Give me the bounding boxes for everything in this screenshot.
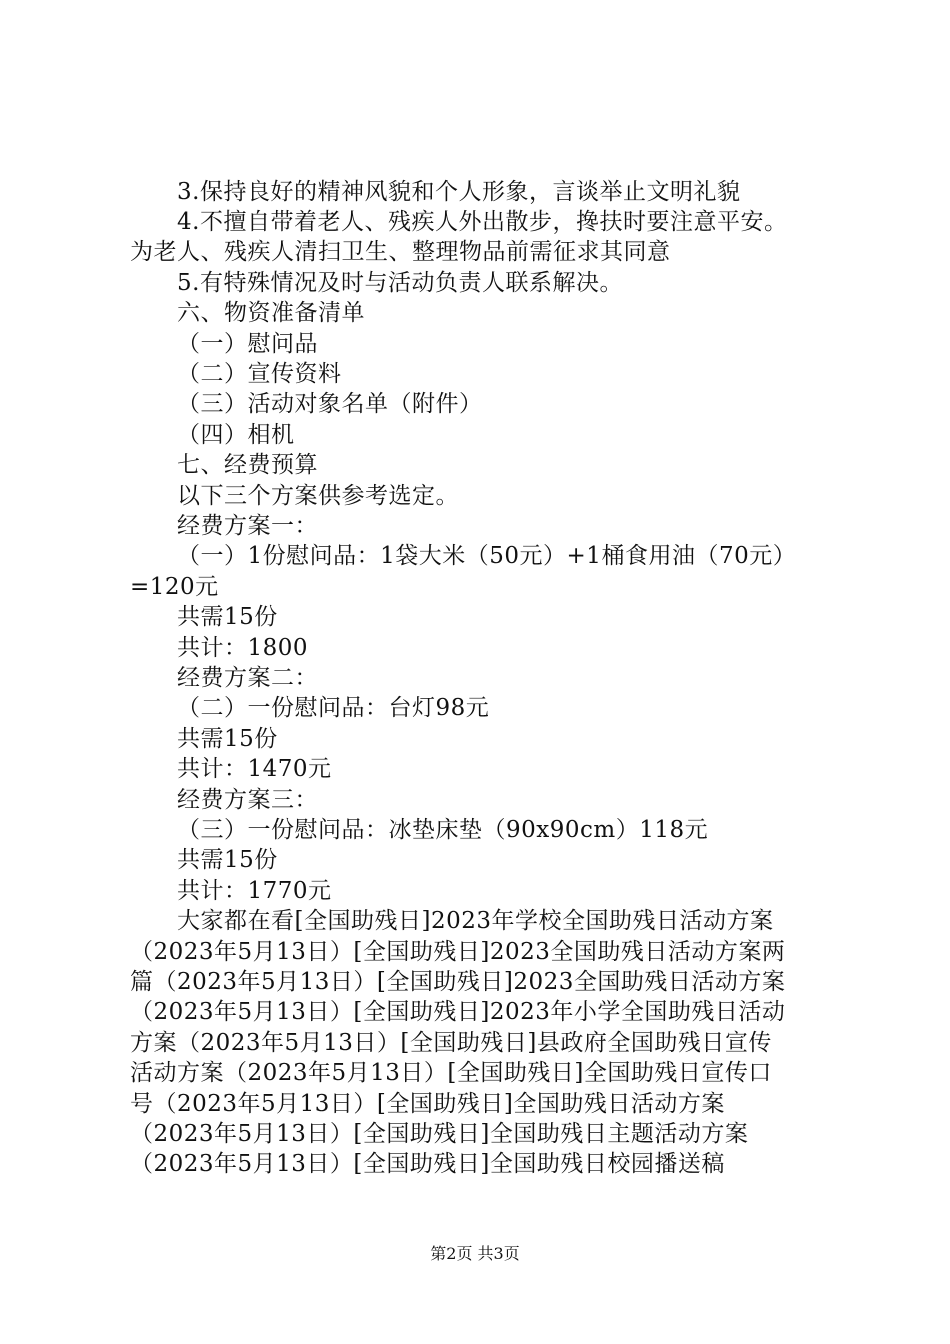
doc-line-24: 共计：1770元 [177, 878, 332, 904]
doc-line-30: 活动方案（2023年5月13日）[全国助残日]全国助残日宣传口 [130, 1060, 772, 1086]
doc-line-32: （2023年5月13日）[全国助残日]全国助残日主题活动方案 [130, 1121, 749, 1147]
doc-line-25: 大家都在看[全国助残日]2023年学校全国助残日活动方案 [177, 908, 774, 934]
doc-line-16: 共计：1800 [177, 635, 309, 661]
doc-line-18: （二）一份慰问品：台灯98元 [177, 695, 490, 721]
doc-line-17: 经费方案二： [177, 665, 318, 691]
doc-line-6: （一）慰问品 [177, 331, 318, 357]
doc-line-5: 六、物资准备清单 [177, 300, 365, 326]
doc-line-4: 5.有特殊情况及时与活动负责人联系解决。 [177, 270, 623, 296]
doc-line-22: （三）一份慰问品：冰垫床垫（90x90cm）118元 [177, 817, 709, 843]
doc-line-2: 4.不擅自带着老人、残疾人外出散步，搀扶时要注意平安。 [177, 209, 788, 235]
doc-line-1: 3.保持良好的精神风貌和个人形象，言谈举止文明礼貌 [177, 179, 741, 205]
doc-line-10: 七、经费预算 [177, 452, 318, 478]
doc-line-15: 共需15份 [177, 604, 278, 630]
doc-line-13: （一）1份慰问品：1袋大米（50元）+1桶食用油（70元） [177, 543, 797, 569]
doc-line-21: 经费方案三： [177, 787, 318, 813]
doc-line-28: （2023年5月13日）[全国助残日]2023年小学全国助残日活动 [130, 999, 786, 1025]
doc-line-31: 号（2023年5月13日）[全国助残日]全国助残日活动方案 [130, 1091, 725, 1117]
doc-line-7: （二）宣传资料 [177, 361, 342, 387]
doc-line-11: 以下三个方案供参考选定。 [177, 483, 459, 509]
doc-line-12: 经费方案一： [177, 513, 318, 539]
page-footer: 第2页 共3页 [430, 1244, 520, 1263]
doc-line-14: =120元 [130, 574, 219, 600]
doc-line-27: 篇（2023年5月13日）[全国助残日]2023全国助残日活动方案 [130, 969, 786, 995]
doc-line-8: （三）活动对象名单（附件） [177, 391, 483, 417]
doc-line-26: （2023年5月13日）[全国助残日]2023全国助残日活动方案两 [130, 939, 786, 965]
doc-line-20: 共计：1470元 [177, 756, 332, 782]
doc-line-19: 共需15份 [177, 726, 278, 752]
doc-line-9: （四）相机 [177, 422, 295, 448]
doc-line-3: 为老人、残疾人清扫卫生、整理物品前需征求其同意 [130, 239, 671, 265]
doc-line-23: 共需15份 [177, 847, 278, 873]
doc-line-29: 方案（2023年5月13日）[全国助残日]县政府全国助残日宣传 [130, 1030, 772, 1056]
doc-line-33: （2023年5月13日）[全国助残日]全国助残日校园播送稿 [130, 1151, 725, 1177]
